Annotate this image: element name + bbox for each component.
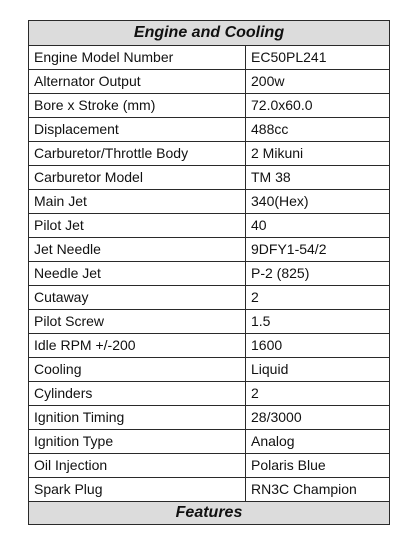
spec-value: 72.0x60.0 bbox=[246, 94, 390, 118]
spec-row bbox=[29, 142, 390, 166]
spec-label: Main Jet bbox=[29, 190, 246, 214]
spec-row bbox=[29, 478, 390, 502]
spec-value: 200w bbox=[246, 70, 390, 94]
spec-row bbox=[29, 214, 390, 238]
spec-row bbox=[29, 334, 390, 358]
spec-row bbox=[29, 382, 390, 406]
spec-value: 40 bbox=[246, 214, 390, 238]
spec-row bbox=[29, 430, 390, 454]
spec-value: 1600 bbox=[246, 334, 390, 358]
spec-label: Cutaway bbox=[29, 286, 246, 310]
spec-row bbox=[29, 94, 390, 118]
features-header-row bbox=[29, 502, 390, 525]
spec-row bbox=[29, 310, 390, 334]
spec-label: Cylinders bbox=[29, 382, 246, 406]
spec-value: 340(Hex) bbox=[246, 190, 390, 214]
spec-value: Analog bbox=[246, 430, 390, 454]
spec-value: 488cc bbox=[246, 118, 390, 142]
spec-label: Cooling bbox=[29, 358, 246, 382]
spec-row bbox=[29, 46, 390, 70]
spec-label: Pilot Jet bbox=[29, 214, 246, 238]
spec-row bbox=[29, 406, 390, 430]
spec-label: Carburetor/Throttle Body bbox=[29, 142, 246, 166]
spec-value: 2 bbox=[246, 382, 390, 406]
spec-value: 2 bbox=[246, 286, 390, 310]
spec-row bbox=[29, 238, 390, 262]
spec-value: 1.5 bbox=[246, 310, 390, 334]
spec-label: Pilot Screw bbox=[29, 310, 246, 334]
spec-value: 9DFY1-54/2 bbox=[246, 238, 390, 262]
spec-value: EC50PL241 bbox=[246, 46, 390, 70]
spec-row bbox=[29, 358, 390, 382]
spec-label: Carburetor Model bbox=[29, 166, 246, 190]
spec-label: Bore x Stroke (mm) bbox=[29, 94, 246, 118]
section-header-row bbox=[29, 21, 390, 46]
section-title: Engine and Cooling bbox=[29, 21, 390, 46]
spec-label: Ignition Type bbox=[29, 430, 246, 454]
spec-label: Alternator Output bbox=[29, 70, 246, 94]
spec-label: Displacement bbox=[29, 118, 246, 142]
spec-label: Idle RPM +/-200 bbox=[29, 334, 246, 358]
spec-label: Needle Jet bbox=[29, 262, 246, 286]
spec-value: RN3C Champion bbox=[246, 478, 390, 502]
spec-row bbox=[29, 70, 390, 94]
spec-label: Ignition Timing bbox=[29, 406, 246, 430]
spec-value: Polaris Blue bbox=[246, 454, 390, 478]
spec-row bbox=[29, 190, 390, 214]
spec-row bbox=[29, 286, 390, 310]
spec-value: Liquid bbox=[246, 358, 390, 382]
spec-value: TM 38 bbox=[246, 166, 390, 190]
spec-row bbox=[29, 166, 390, 190]
features-title: Features bbox=[29, 502, 390, 525]
spec-row bbox=[29, 118, 390, 142]
spec-label: Spark Plug bbox=[29, 478, 246, 502]
spec-row bbox=[29, 262, 390, 286]
spec-label: Engine Model Number bbox=[29, 46, 246, 70]
spec-label: Oil Injection bbox=[29, 454, 246, 478]
spec-label: Jet Needle bbox=[29, 238, 246, 262]
spec-value: P-2 (825) bbox=[246, 262, 390, 286]
spec-value: 2 Mikuni bbox=[246, 142, 390, 166]
spec-rows bbox=[29, 46, 390, 502]
engine-cooling-spec-table bbox=[28, 20, 390, 525]
spec-row bbox=[29, 454, 390, 478]
spec-value: 28/3000 bbox=[246, 406, 390, 430]
